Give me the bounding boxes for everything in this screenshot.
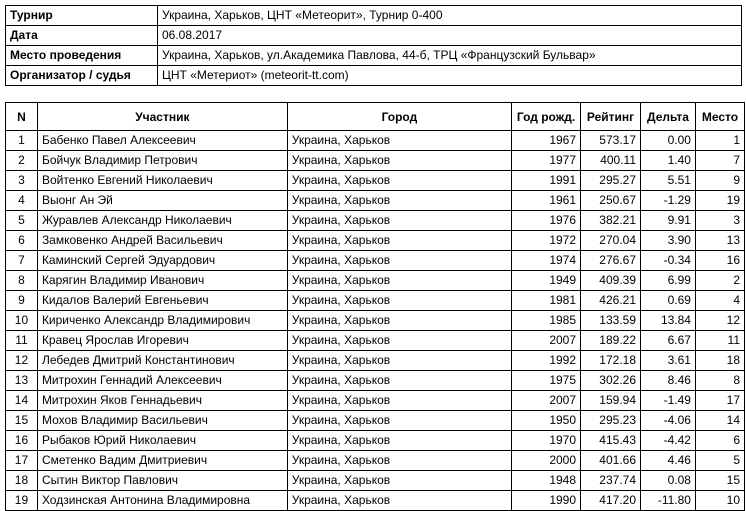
cell-number: 16 — [6, 431, 38, 451]
cell-place: 9 — [695, 171, 744, 191]
cell-participant: Замковенко Андрей Васильевич — [37, 231, 287, 251]
cell-participant: Лебедев Дмитрий Константинович — [37, 351, 287, 371]
results-header-row — [6, 103, 745, 131]
cell-place: 12 — [695, 311, 744, 331]
table-row — [6, 231, 745, 251]
cell-number: 5 — [6, 211, 38, 231]
table-row — [6, 151, 745, 171]
cell-participant: Выонг Ан Эй — [37, 191, 287, 211]
cell-city: Украина, Харьков — [287, 391, 511, 411]
table-row — [6, 271, 745, 291]
info-row — [6, 66, 742, 86]
cell-place: 19 — [695, 191, 744, 211]
cell-birth-year: 1970 — [512, 431, 581, 451]
results-table — [5, 102, 745, 511]
info-key: Место проведения — [6, 46, 158, 66]
cell-number: 10 — [6, 311, 38, 331]
cell-place: 10 — [695, 491, 744, 511]
tournament-info-body — [6, 6, 742, 86]
cell-city: Украина, Харьков — [287, 191, 511, 211]
cell-rating: 401.66 — [581, 451, 641, 471]
cell-rating: 159.94 — [581, 391, 641, 411]
cell-participant: Карягин Владимир Иванович — [37, 271, 287, 291]
cell-city: Украина, Харьков — [287, 131, 511, 151]
header-n: N — [6, 103, 38, 131]
cell-delta: -4.42 — [641, 431, 696, 451]
cell-rating: 189.22 — [581, 331, 641, 351]
cell-birth-year: 1948 — [512, 471, 581, 491]
cell-city: Украина, Харьков — [287, 311, 511, 331]
cell-place: 2 — [695, 271, 744, 291]
cell-birth-year: 1950 — [512, 411, 581, 431]
info-row — [6, 6, 742, 26]
cell-delta: -11.80 — [641, 491, 696, 511]
cell-participant: Сметенко Вадим Дмитриевич — [37, 451, 287, 471]
cell-delta: -1.29 — [641, 191, 696, 211]
cell-participant: Бойчук Владимир Петрович — [37, 151, 287, 171]
cell-delta: 9.91 — [641, 211, 696, 231]
cell-participant: Бабенко Павел Алексеевич — [37, 131, 287, 151]
cell-participant: Митрохин Яков Геннадьевич — [37, 391, 287, 411]
cell-city: Украина, Харьков — [287, 491, 511, 511]
cell-delta: 13.84 — [641, 311, 696, 331]
cell-birth-year: 1974 — [512, 251, 581, 271]
cell-place: 7 — [695, 151, 744, 171]
cell-rating: 573.17 — [581, 131, 641, 151]
table-row — [6, 471, 745, 491]
cell-place: 13 — [695, 231, 744, 251]
cell-delta: 0.69 — [641, 291, 696, 311]
cell-delta: 3.61 — [641, 351, 696, 371]
tournament-info-table — [5, 5, 742, 86]
cell-birth-year: 1949 — [512, 271, 581, 291]
info-key: Дата — [6, 26, 158, 46]
info-row — [6, 26, 742, 46]
table-row — [6, 191, 745, 211]
table-row — [6, 291, 745, 311]
info-value: Украина, Харьков, ул.Академика Павлова, 44-б, ТРЦ «Французский Бульвар» — [158, 46, 742, 66]
cell-city: Украина, Харьков — [287, 471, 511, 491]
cell-participant: Кидалов Валерий Евгеньевич — [37, 291, 287, 311]
cell-delta: 6.99 — [641, 271, 696, 291]
cell-city: Украина, Харьков — [287, 331, 511, 351]
header-city: Город — [287, 103, 511, 131]
cell-number: 13 — [6, 371, 38, 391]
cell-delta: 0.00 — [641, 131, 696, 151]
cell-rating: 172.18 — [581, 351, 641, 371]
header-rating: Рейтинг — [581, 103, 641, 131]
cell-number: 11 — [6, 331, 38, 351]
table-row — [6, 491, 745, 511]
cell-participant: Ходзинская Антонина Владимировна — [37, 491, 287, 511]
table-row — [6, 171, 745, 191]
cell-birth-year: 1985 — [512, 311, 581, 331]
cell-rating: 250.67 — [581, 191, 641, 211]
cell-city: Украина, Харьков — [287, 291, 511, 311]
cell-delta: 1.40 — [641, 151, 696, 171]
cell-place: 6 — [695, 431, 744, 451]
cell-place: 8 — [695, 371, 744, 391]
cell-city: Украина, Харьков — [287, 351, 511, 371]
cell-rating: 415.43 — [581, 431, 641, 451]
info-row — [6, 46, 742, 66]
cell-participant: Кравец Ярослав Игоревич — [37, 331, 287, 351]
cell-birth-year: 1975 — [512, 371, 581, 391]
table-row — [6, 311, 745, 331]
cell-place: 18 — [695, 351, 744, 371]
cell-rating: 409.39 — [581, 271, 641, 291]
table-row — [6, 351, 745, 371]
cell-city: Украина, Харьков — [287, 211, 511, 231]
cell-birth-year: 1981 — [512, 291, 581, 311]
cell-participant: Сытин Виктор Павлович — [37, 471, 287, 491]
cell-participant: Каминский Сергей Эдуардович — [37, 251, 287, 271]
cell-number: 3 — [6, 171, 38, 191]
cell-rating: 382.21 — [581, 211, 641, 231]
cell-birth-year: 2007 — [512, 331, 581, 351]
cell-place: 16 — [695, 251, 744, 271]
table-row — [6, 131, 745, 151]
cell-birth-year: 1991 — [512, 171, 581, 191]
header-place: Место — [695, 103, 744, 131]
cell-birth-year: 1972 — [512, 231, 581, 251]
cell-number: 12 — [6, 351, 38, 371]
cell-rating: 133.59 — [581, 311, 641, 331]
table-row — [6, 411, 745, 431]
info-key: Турнир — [6, 6, 158, 26]
table-row — [6, 211, 745, 231]
table-row — [6, 371, 745, 391]
cell-birth-year: 1977 — [512, 151, 581, 171]
info-value: Украина, Харьков, ЦНТ «Метеорит», Турнир 0-400 — [158, 6, 742, 26]
cell-city: Украина, Харьков — [287, 251, 511, 271]
header-birth-year: Год рожд. — [512, 103, 581, 131]
cell-delta: -0.34 — [641, 251, 696, 271]
info-value: ЦНТ «Метериот» (meteorit-tt.com) — [158, 66, 742, 86]
cell-number: 14 — [6, 391, 38, 411]
cell-rating: 295.23 — [581, 411, 641, 431]
cell-city: Украина, Харьков — [287, 171, 511, 191]
cell-birth-year: 1961 — [512, 191, 581, 211]
cell-number: 7 — [6, 251, 38, 271]
cell-rating: 295.27 — [581, 171, 641, 191]
table-row — [6, 331, 745, 351]
cell-delta: 3.90 — [641, 231, 696, 251]
cell-participant: Митрохин Геннадий Алексеевич — [37, 371, 287, 391]
cell-delta: 5.51 — [641, 171, 696, 191]
cell-participant: Рыбаков Юрий Николаевич — [37, 431, 287, 451]
cell-number: 15 — [6, 411, 38, 431]
cell-city: Украина, Харьков — [287, 451, 511, 471]
cell-rating: 417.20 — [581, 491, 641, 511]
cell-birth-year: 1992 — [512, 351, 581, 371]
cell-number: 9 — [6, 291, 38, 311]
info-key: Организатор / судья — [6, 66, 158, 86]
cell-rating: 237.74 — [581, 471, 641, 491]
cell-place: 14 — [695, 411, 744, 431]
cell-birth-year: 2007 — [512, 391, 581, 411]
header-participant: Участник — [37, 103, 287, 131]
cell-delta: 4.46 — [641, 451, 696, 471]
cell-city: Украина, Харьков — [287, 271, 511, 291]
cell-delta: -4.06 — [641, 411, 696, 431]
cell-city: Украина, Харьков — [287, 411, 511, 431]
cell-number: 8 — [6, 271, 38, 291]
cell-number: 19 — [6, 491, 38, 511]
cell-delta: 8.46 — [641, 371, 696, 391]
cell-rating: 270.04 — [581, 231, 641, 251]
cell-number: 6 — [6, 231, 38, 251]
cell-place: 5 — [695, 451, 744, 471]
cell-city: Украина, Харьков — [287, 151, 511, 171]
cell-participant: Журавлев Александр Николаевич — [37, 211, 287, 231]
cell-rating: 276.67 — [581, 251, 641, 271]
table-row — [6, 431, 745, 451]
cell-rating: 302.26 — [581, 371, 641, 391]
cell-participant: Кириченко Александр Владимирович — [37, 311, 287, 331]
table-row — [6, 451, 745, 471]
cell-city: Украина, Харьков — [287, 231, 511, 251]
cell-participant: Мохов Владимир Васильевич — [37, 411, 287, 431]
cell-place: 15 — [695, 471, 744, 491]
cell-number: 4 — [6, 191, 38, 211]
cell-number: 17 — [6, 451, 38, 471]
cell-place: 1 — [695, 131, 744, 151]
table-row — [6, 251, 745, 271]
cell-rating: 400.11 — [581, 151, 641, 171]
cell-number: 2 — [6, 151, 38, 171]
cell-place: 4 — [695, 291, 744, 311]
cell-rating: 426.21 — [581, 291, 641, 311]
info-value: 06.08.2017 — [158, 26, 742, 46]
cell-birth-year: 2000 — [512, 451, 581, 471]
cell-place: 17 — [695, 391, 744, 411]
cell-birth-year: 1967 — [512, 131, 581, 151]
cell-city: Украина, Харьков — [287, 371, 511, 391]
cell-number: 18 — [6, 471, 38, 491]
cell-delta: -1.49 — [641, 391, 696, 411]
cell-delta: 0.08 — [641, 471, 696, 491]
cell-birth-year: 1976 — [512, 211, 581, 231]
cell-place: 11 — [695, 331, 744, 351]
cell-place: 3 — [695, 211, 744, 231]
cell-city: Украина, Харьков — [287, 431, 511, 451]
results-body — [6, 131, 745, 511]
cell-delta: 6.67 — [641, 331, 696, 351]
table-row — [6, 391, 745, 411]
header-delta: Дельта — [641, 103, 696, 131]
cell-participant: Войтенко Евгений Николаевич — [37, 171, 287, 191]
cell-number: 1 — [6, 131, 38, 151]
cell-birth-year: 1990 — [512, 491, 581, 511]
